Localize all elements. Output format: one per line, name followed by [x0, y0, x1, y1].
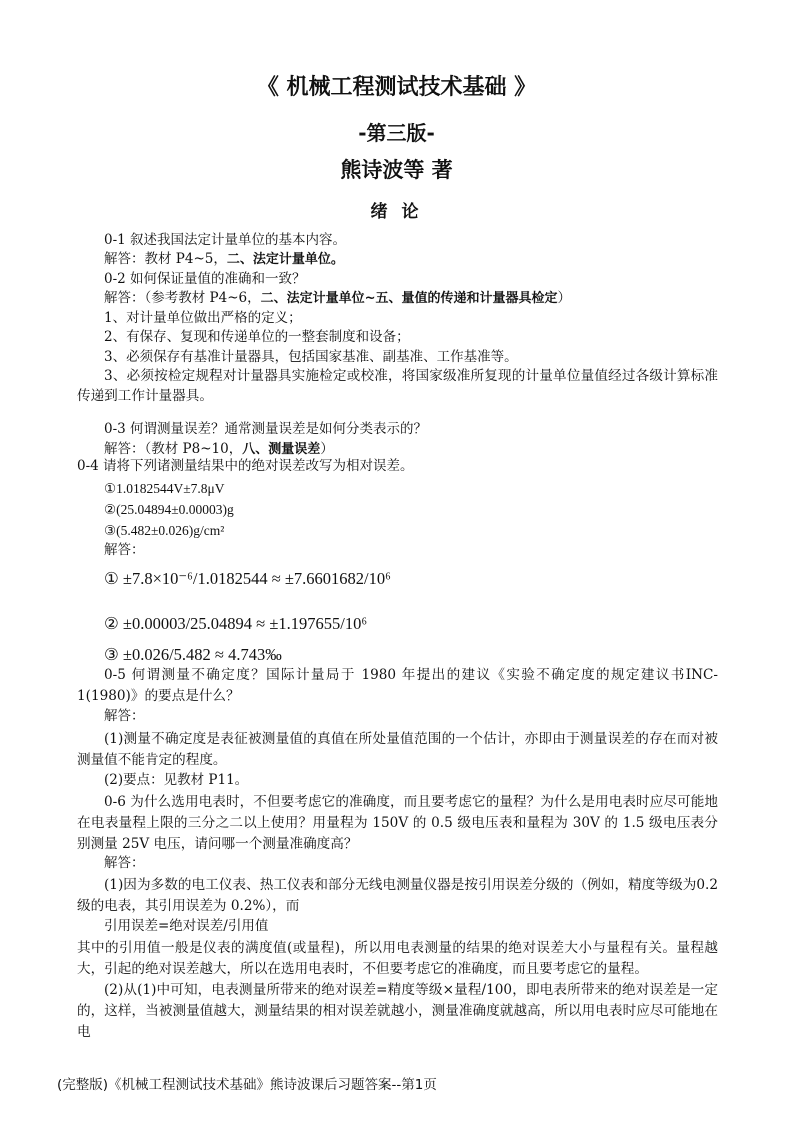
answer-label: 解答：: [104, 855, 145, 871]
math-result: ② ±0.00003/25.04894 ≈ ±1.197655/10⁶: [104, 614, 368, 633]
list-item: 1、对计量单位做出严格的定义；: [104, 310, 302, 326]
question-0-6: 0-6 为什么选用电表时，不但要考虑它的准确度，而且要考虑它的量程？为什么是用电表时应尽可能地在电表量程上限的三分之二以上使用？用量程为 150V 的 0.5 级电压表和量程为 30V 的 1.5 级电压表分别测量 25V 电压，请问哪一个测量准确度高？: [77, 794, 718, 852]
answer-paragraph: (1)测量不确定度是表征被测量值的真值在所处量值范围的一个估计，亦即由于测量误差的存在而对被测量值不能肯定的程度。: [77, 731, 718, 768]
question-0-2: 0-2 如何保证量值的准确和一致？: [104, 271, 306, 287]
answer-text: 解答：教材 P4~5，: [104, 251, 227, 267]
answer-suffix: ）: [557, 290, 572, 306]
answer-text: 解答：（教材 P8~10，: [104, 441, 243, 457]
math-result: ① ±7.8×10⁻⁶/1.0182544 ≈ ±7.6601682/10⁶: [104, 569, 391, 588]
answer-bold: 二、法定计量单位~五、量值的传递和计量器具检定: [260, 291, 558, 306]
list-item: ③(5.482±0.026)g/cm²: [104, 523, 225, 538]
document-title: 《 机械工程测试技术基础 》: [256, 75, 537, 100]
list-item: 3、必须保存有基准计量器具，包括国家基准、副基准、工作基准等。: [104, 349, 518, 365]
formula-line: 引用误差=绝对误差/引用值: [104, 918, 269, 934]
edition-label: -第三版-: [358, 121, 435, 145]
answer-bold: 八、测量误差: [242, 442, 321, 457]
question-0-5: 0-5 何谓测量不确定度？国际计量局于 1980 年提出的建议《实验不确定度的规定建议书INC-1(1980)》的要点是什么？: [77, 667, 718, 704]
author-line: 熊诗波等 著: [340, 158, 453, 182]
math-result: ③ ±0.026/5.482 ≈ 4.743‰: [104, 645, 282, 664]
answer-paragraph: 其中的引用值一般是仪表的满度值(或量程)，所以用电表测量的结果的绝对误差大小与量程有关。量程越大，引起的绝对误差越大，所以在选用电表时，不但要考虑它的准确度，而且要考虑它的量程。: [77, 940, 718, 977]
answer-paragraph: (2)要点：见教材 P11。: [104, 772, 249, 788]
answer-label: 解答：: [104, 542, 145, 558]
answer-0-1: [104, 250, 344, 269]
list-item: 2、有保存、复现和传递单位的一整套制度和设备；: [104, 329, 410, 345]
answer-paragraph: (2)从(1)中可知，电表测量所带来的绝对误差=精度等级×量程/100，即电表所带来的绝对误差是一定的，这样，当被测量值越大，测量结果的相对误差就越小，测量准确度就越高，所以用电表时应尽可能地在电: [77, 982, 718, 1040]
question-0-1: 0-1 叙述我国法定计量单位的基本内容。: [104, 232, 347, 248]
answer-label: 解答：: [104, 708, 145, 724]
answer-0-2: [104, 289, 571, 308]
answer-bold: 二、法定计量单位。: [226, 252, 344, 267]
chapter-heading: 绪 论: [370, 202, 423, 222]
answer-suffix: ）: [320, 441, 334, 457]
list-item: ①1.0182544V±7.8μV: [104, 481, 225, 496]
answer-paragraph: (1)因为多数的电工仪表、热工仪表和部分无线电测量仪器是按引用误差分级的（例如，精度等级为0.2 级的电表，其引用误差为 0.2%），而: [77, 877, 718, 914]
question-0-3: 0-3 何谓测量误差？通常测量误差是如何分类表示的？: [104, 421, 428, 437]
question-0-4: 0-4 请将下列诸测量结果中的绝对误差改写为相对误差。: [77, 458, 414, 474]
list-item: ②(25.04894±0.00003)g: [104, 502, 234, 517]
list-item: 3、必须按检定规程对计量器具实施检定或校准，将国家级准所复现的计量单位量值经过各级计算标准传递到工作计量器具。: [77, 368, 718, 404]
answer-text: 解答：（参考教材 P4~6，: [104, 290, 261, 306]
page-footer: (完整版)《机械工程测试技术基础》熊诗波课后习题答案--第1页: [57, 1077, 437, 1093]
